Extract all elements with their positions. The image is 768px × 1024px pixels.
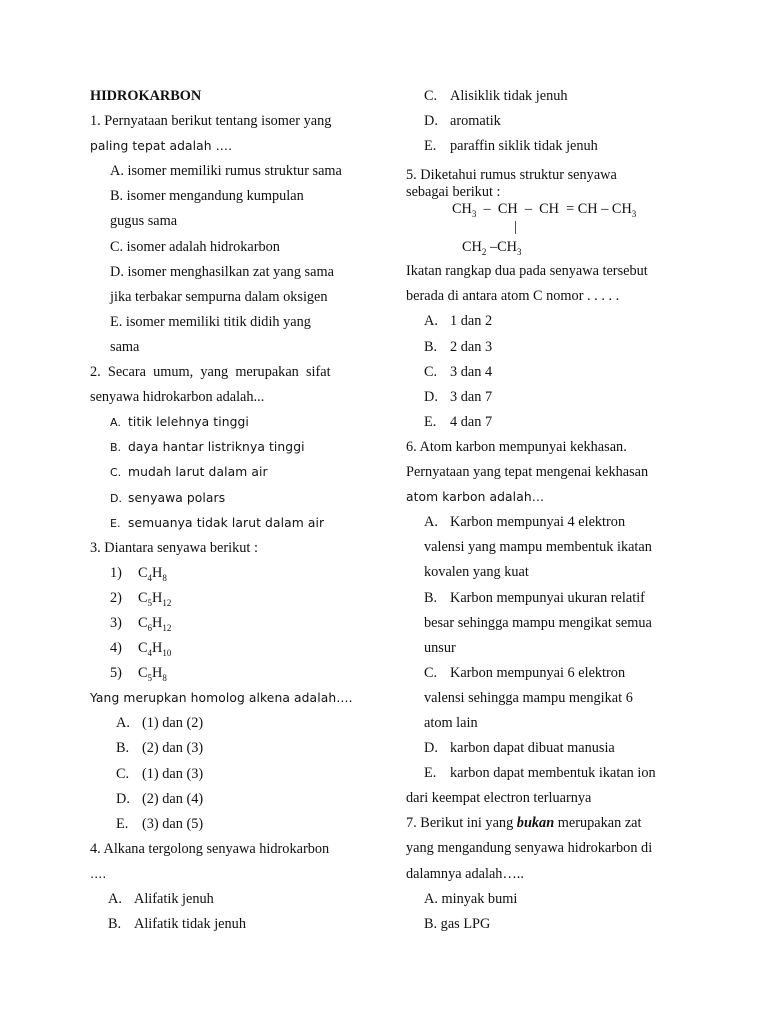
q2-stem-line1: 2. Secara umum, yang merupakan sifat <box>90 364 331 381</box>
hydrogen-count: 12 <box>162 597 172 608</box>
q3-option-c <box>90 764 375 789</box>
option-text: mudah larut dalam air <box>128 465 268 480</box>
left-column <box>90 86 375 939</box>
option-letter: A. <box>110 416 121 430</box>
option-text: Karbon mempunyai 4 elektron <box>450 514 626 531</box>
q5-option-b <box>406 337 696 362</box>
hydrogen-symbol: H <box>152 564 163 581</box>
hydrogen-count: 8 <box>162 572 167 583</box>
option-text: 2 dan 3 <box>450 338 493 355</box>
hydrogen-count: 12 <box>162 622 172 633</box>
q1-stem-line2: paling tepat adalah …. <box>90 139 233 154</box>
q1-stem-line1: 1. Pernyataan berikut tentang isomer yang <box>90 113 332 130</box>
option-letter: C. <box>424 664 438 681</box>
q2-option-d <box>90 488 375 513</box>
option-text: aromatik <box>450 113 501 130</box>
q1-option-c: C. isomer adalah hidrokarbon <box>110 238 280 255</box>
option-text: 3 dan 4 <box>450 363 493 380</box>
q6-stem-line1: 6. Atom karbon mempunyai kekhasan. <box>406 438 627 455</box>
right-column <box>406 86 696 939</box>
option-letter: D. <box>424 388 438 405</box>
q7-stem-emphasis: bukan <box>516 815 555 832</box>
q2-option-e <box>90 513 375 538</box>
q3-question: Yang merupkan homolog alkena adalah…. <box>90 691 353 706</box>
q3-compound-1 <box>90 563 375 588</box>
carbon-count: 6 <box>147 622 153 633</box>
option-text: paraffin siklik tidak jenuh <box>450 138 598 155</box>
formula-branch-bond: | <box>514 219 518 236</box>
hydrogen-symbol: H <box>152 614 163 631</box>
option-text: daya hantar listriknya tinggi <box>128 440 305 455</box>
option-letter: C. <box>424 88 438 104</box>
q6-option-a-line3: kovalen yang kuat <box>424 564 529 581</box>
carbon-symbol: C <box>138 640 148 657</box>
hydrogen-count: 10 <box>162 647 172 658</box>
q3-compound-3 <box>90 613 375 638</box>
q6-option-c-line1 <box>406 663 696 688</box>
carbon-symbol: C <box>138 589 148 606</box>
option-letter: C. <box>116 765 130 782</box>
option-text: semuanya tidak larut dalam air <box>128 515 325 530</box>
hydrogen-symbol: H <box>152 589 163 606</box>
option-text: senyawa polars <box>128 490 226 505</box>
q1-option-a: A. isomer memiliki rumus struktur sama <box>110 163 342 180</box>
option-letter: B. <box>108 916 122 933</box>
option-text: Karbon mempunyai 6 elektron <box>450 664 626 681</box>
option-text: (2) dan (4) <box>142 790 204 807</box>
q1-option-e-line1: E. isomer memiliki titik didih yang <box>110 313 311 330</box>
carbon-symbol: C <box>138 614 148 631</box>
option-letter: A. <box>108 891 122 907</box>
q2-option-a <box>90 412 375 437</box>
option-letter: D. <box>116 790 130 807</box>
hydrogen-count: 8 <box>162 673 167 684</box>
option-letter: A. <box>116 715 130 732</box>
q6-option-e-line1 <box>406 763 696 788</box>
q5-question-line1: Ikatan rangkap dua pada senyawa tersebut <box>406 263 648 280</box>
option-text: 1 dan 2 <box>450 313 493 330</box>
q4-stem-line1: 4. Alkana tergolong senyawa hidrokarbon <box>90 840 330 857</box>
option-text: Karbon mempunyai ukuran relatif <box>450 589 645 606</box>
q6-option-c-line3: atom lain <box>424 714 478 731</box>
q4-stem-line2: …. <box>90 866 107 881</box>
q2-stem-line2: senyawa hidrokarbon adalah... <box>90 389 265 406</box>
option-letter: E. <box>110 516 121 530</box>
option-letter: B. <box>424 589 438 606</box>
option-text: (1) dan (2) <box>142 715 204 732</box>
carbon-count: 4 <box>147 572 153 583</box>
compound-number: 2) <box>110 589 122 606</box>
q3-compound-4 <box>90 638 375 663</box>
option-text: 4 dan 7 <box>450 413 493 430</box>
q5-option-a <box>406 311 696 336</box>
q4-option-e <box>406 136 696 161</box>
q6-option-a-line2: valensi yang mampu membentuk ikatan <box>424 539 652 556</box>
q6-option-d <box>406 738 696 763</box>
q7-stem-line3: dalamnya adalah….. <box>406 865 524 882</box>
carbon-count: 4 <box>147 647 153 658</box>
compound-number: 1) <box>110 564 122 581</box>
option-text: (2) dan (3) <box>142 740 204 757</box>
q6-stem-line3: atom karbon adalah… <box>406 490 545 505</box>
q3-option-e <box>90 814 375 839</box>
q3-option-a <box>90 713 375 738</box>
q7-option-a: A. minyak bumi <box>424 890 518 907</box>
option-letter: A. <box>424 514 438 531</box>
q5-stem-line2: sebagai berikut : <box>406 184 501 201</box>
q3-compound-2 <box>90 588 375 613</box>
option-letter: B. <box>424 338 438 355</box>
q4-option-d <box>406 111 696 136</box>
carbon-count: 5 <box>147 597 153 608</box>
formula-branch: $CH_2$ $-CH_3$ <box>462 239 522 258</box>
q7-stem-line1 <box>406 813 696 838</box>
option-letter: D. <box>424 113 438 130</box>
q1-option-d-line2: jika terbakar sempurna dalam oksigen <box>110 288 328 305</box>
q1-option-b-line1: B. isomer mengandung kumpulan <box>110 188 304 205</box>
q7-stem-line2: yang mengandung senyawa hidrokarbon di <box>406 840 653 857</box>
carbon-symbol: C <box>138 564 148 581</box>
option-letter: E. <box>116 815 129 832</box>
option-letter: E. <box>424 138 437 155</box>
q7-stem-post: merupakan zat <box>554 815 642 832</box>
option-letter: C. <box>424 363 438 380</box>
q6-option-b-line3: unsur <box>424 639 456 656</box>
carbon-count: 5 <box>147 673 153 684</box>
q3-option-d <box>90 789 375 814</box>
q6-option-b-line2: besar sehingga mampu mengikat semua <box>424 614 652 631</box>
option-letter: E. <box>424 765 437 782</box>
q7-option-b: B. gas LPG <box>424 915 491 932</box>
q1-option-d-line1: D. isomer menghasilkan zat yang sama <box>110 263 334 280</box>
q6-option-e-line2: dari keempat electron terluarnya <box>406 790 592 807</box>
q3-stem: 3. Diantara senyawa berikut : <box>90 539 258 556</box>
q1-option-b-line2: gugus sama <box>110 213 178 230</box>
q6-option-c-line2: valensi sehingga mampu mengikat 6 <box>424 689 633 706</box>
option-text: Alifatik tidak jenuh <box>134 916 246 933</box>
formula-main-chain: $CH_3$ – CH – CH = CH – $CH_3$ <box>452 201 637 220</box>
option-text: Alisiklik tidak jenuh <box>450 88 568 104</box>
q5-question-line2: berada di antara atom C nomor . . . . . <box>406 288 620 305</box>
carbon-symbol: C <box>138 665 148 682</box>
q6-option-b-line1 <box>406 588 696 613</box>
compound-number: 3) <box>110 614 122 631</box>
option-text: karbon dapat membentuk ikatan ion <box>450 765 656 782</box>
option-letter: D. <box>110 491 122 505</box>
compound-number: 5) <box>110 665 122 682</box>
option-text: (1) dan (3) <box>142 765 204 782</box>
option-letter: E. <box>424 413 437 430</box>
q3-compound-5 <box>90 663 375 688</box>
option-text: (3) dan (5) <box>142 815 204 832</box>
q6-stem-line2: Pernyataan yang tepat mengenai kekhasan <box>406 464 649 481</box>
q2-option-b <box>90 437 375 462</box>
q3-option-b <box>90 738 375 763</box>
option-letter: A. <box>424 313 438 330</box>
structural-formula <box>406 201 696 259</box>
option-letter: B. <box>116 740 130 757</box>
q5-option-c <box>406 362 696 387</box>
option-letter: D. <box>424 740 438 757</box>
q1-option-e-line2: sama <box>110 338 140 355</box>
q7-stem-pre: 7. Berikut ini yang <box>406 815 517 832</box>
q4-option-a <box>90 889 375 914</box>
q2-option-c <box>90 462 375 487</box>
option-text: karbon dapat dibuat manusia <box>450 740 615 757</box>
hydrogen-symbol: H <box>152 640 163 657</box>
hydrogen-symbol: H <box>152 665 163 682</box>
q6-option-a-line1 <box>406 512 696 537</box>
option-text: 3 dan 7 <box>450 388 493 405</box>
option-text: Alifatik jenuh <box>134 891 214 907</box>
document-title: HIDROKARBON <box>90 88 202 104</box>
compound-number: 4) <box>110 640 122 657</box>
option-letter: B. <box>110 441 122 455</box>
q5-option-d <box>406 387 696 412</box>
q4-option-c <box>406 86 696 111</box>
q5-stem-line1: 5. Diketahui rumus struktur senyawa <box>406 167 617 184</box>
q4-option-b <box>90 914 375 939</box>
option-letter: C. <box>110 466 122 480</box>
option-text: titik lelehnya tinggi <box>128 415 249 430</box>
q5-option-e <box>406 412 696 437</box>
